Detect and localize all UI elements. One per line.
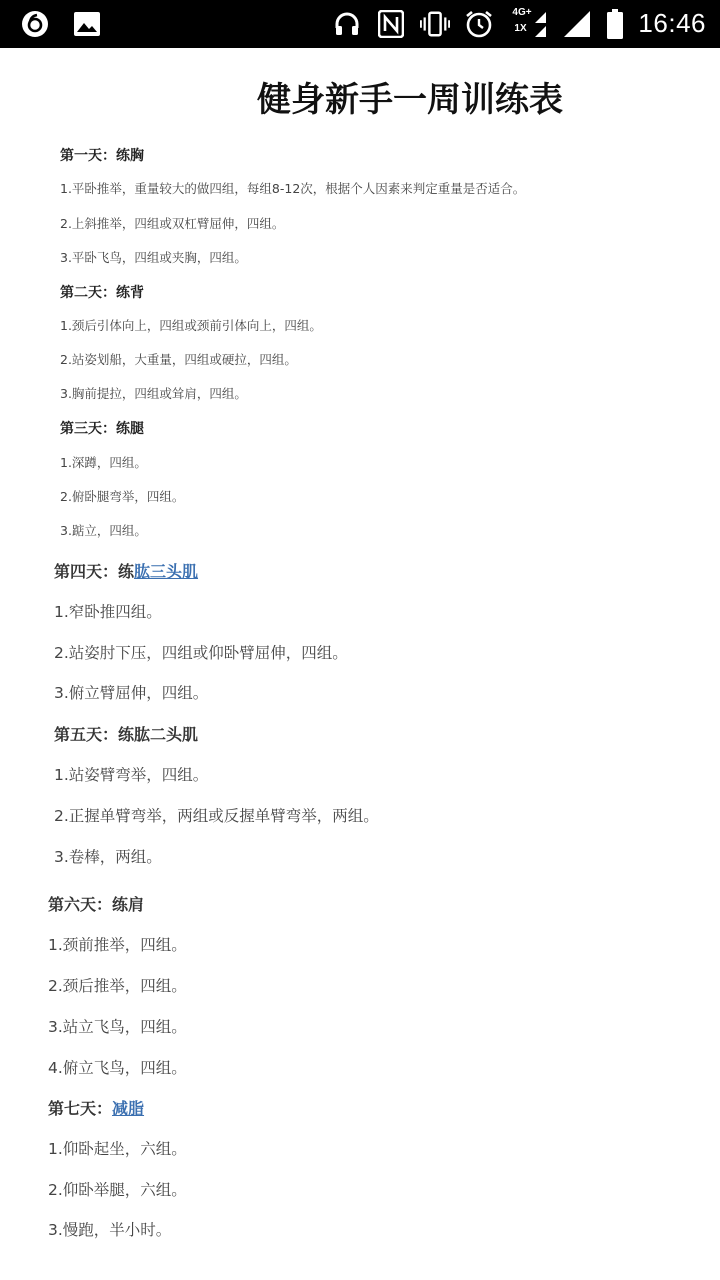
headset-icon [332,9,362,39]
list-item: 3.俯立臂屈伸，四组。 [54,684,209,702]
day-heading [54,559,198,582]
nfc-icon [376,9,406,39]
day-heading: 第六天：练肩 [48,895,145,914]
list-item: 3.平卧飞鸟，四组或夹胸，四组。 [60,250,247,265]
list-item: 2.颈后推举，四组。 [48,977,187,995]
network-type-bottom: 1X [514,22,527,34]
fat-loss-link[interactable]: 减脂 [112,1099,145,1118]
day-heading: 第三天：练腿 [60,421,144,437]
signal-icon [508,6,548,39]
day-heading: 第五天：练肱二头肌 [54,725,199,744]
list-item: 1.深蹲，四组。 [60,455,147,470]
day-heading-text: 第七天： [48,1099,113,1118]
day-heading: 第二天：练背 [60,285,144,301]
image-icon [72,9,102,39]
clock-time: 16:46 [638,8,706,38]
list-item: 1.仰卧起坐，六组。 [48,1140,187,1158]
signal-icon-2 [562,9,592,39]
list-item: 3.慢跑，半小时。 [48,1221,172,1239]
list-item: 3.胸前提拉，四组或耸肩，四组。 [60,386,247,401]
day-heading [48,1096,144,1119]
list-item: 2.站姿肘下压，四组或仰卧臂屈伸，四组。 [54,644,348,662]
list-item: 2.站姿划船，大重量，四组或硬拉，四组。 [60,352,297,367]
triceps-link[interactable]: 肱三头肌 [134,562,199,581]
list-item: 3.站立飞鸟，四组。 [48,1018,187,1036]
page-title: 健身新手一周训练表 [257,80,563,120]
list-item: 1.颈前推举，四组。 [48,936,187,954]
vibrate-icon [420,9,450,39]
list-item: 1.站姿臂弯举，四组。 [54,766,209,784]
list-item: 2.俯卧腿弯举，四组。 [60,489,185,504]
list-item: 1.颈后引体向上，四组或颈前引体向上，四组。 [60,318,322,333]
list-item: 2.正握单臂弯举，两组或反握单臂弯举，两组。 [54,807,379,825]
netease-music-icon [20,9,50,39]
status-bar [0,0,720,48]
alarm-icon [464,9,494,39]
battery-icon [606,9,624,39]
list-item: 3.卷棒，两组。 [54,848,162,866]
list-item: 2.上斜推举，四组或双杠臂屈伸，四组。 [60,216,285,231]
network-type-top: 4G+ [512,6,532,18]
day-heading-text: 第四天：练 [54,562,135,581]
day-heading: 第一天：练胸 [60,148,144,164]
list-item: 3.踮立，四组。 [60,523,147,538]
list-item: 2.仰卧举腿，六组。 [48,1181,187,1199]
list-item: 1.平卧推举，重量较大的做四组，每组8-12次，根据个人因素来判定重量是否适合。 [60,181,526,196]
list-item: 4.俯立飞鸟，四组。 [48,1059,187,1077]
list-item: 1.窄卧推四组。 [54,603,162,621]
